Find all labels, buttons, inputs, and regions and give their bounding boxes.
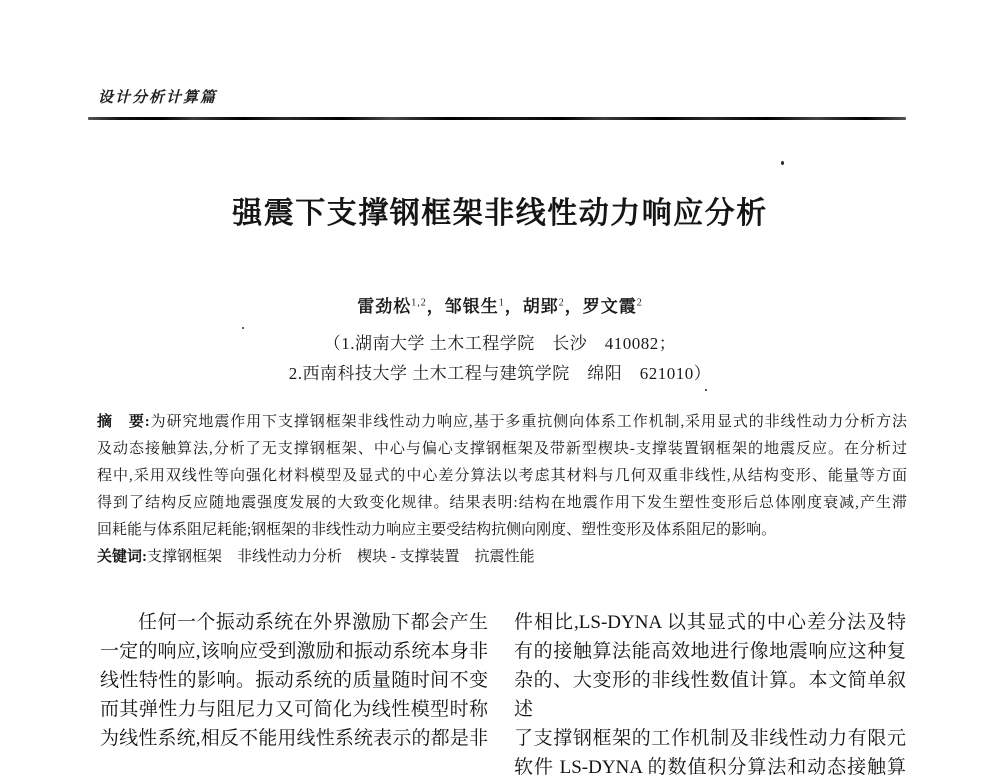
header-rule	[88, 117, 906, 120]
paper-title: 强震下支撑钢框架非线性动力响应分析	[232, 197, 768, 230]
abstract-line: 得到了结构反应随地震强度发展的大致变化规律。结果表明:结构在地震作用下发生塑性变形后总体刚度衰减,产生滞	[97, 495, 907, 511]
body-line: 有的接触算法能高效地进行像地震响应这种复	[514, 641, 906, 662]
author-superscript: 2	[636, 297, 643, 309]
body-line: 任何一个振动系统在外界激励下都会产生	[138, 612, 488, 633]
body-line: 了支撑钢框架的工作机制及非线性动力有限元	[514, 728, 906, 749]
author-name: 胡郢	[522, 297, 559, 316]
body-left-column	[100, 608, 488, 753]
body-right-column	[514, 608, 906, 782]
scan-speck	[705, 389, 707, 391]
abstract-line: 回耗能与体系阻尼耗能;钢框架的非线性动力响应主要受结构抗侧向刚度、塑性变形及体系阻尼的影响。	[97, 522, 777, 538]
body-line: 软件 LS-DYNA 的数值积分算法和动态接触算	[514, 757, 906, 778]
author-separator: ，	[504, 297, 523, 316]
body-line: 而其弹性力与阻尼力又可简化为线性模型时称	[100, 699, 488, 720]
abstract-line	[97, 409, 907, 436]
scan-speck	[781, 161, 784, 165]
author-superscript: 1,2	[411, 297, 427, 309]
author-separator: ，	[564, 297, 583, 316]
body-line: 线性特性的影响。振动系统的质量随时间不变	[100, 670, 488, 691]
body-line: 件相比,LS-DYNA 以其显式的中心差分法及特	[514, 612, 906, 633]
abstract-block	[97, 409, 907, 571]
affiliation-line-2: 2.西南科技大学 土木工程与建筑学院 绵阳 621010）	[288, 364, 712, 383]
keywords-text: 支撑钢框架 非线性动力分析 楔块 - 支撑装置 抗震性能	[147, 549, 535, 565]
author-name: 罗文霞	[582, 297, 637, 316]
author-name: 雷劲松	[357, 297, 412, 316]
keywords-label: 关键词:	[97, 549, 147, 565]
authors-line	[0, 292, 1000, 317]
body-line: 杂的、大变形的非线性数值计算。本文简单叙述	[514, 670, 906, 720]
abstract-text: 为研究地震作用下支撑钢框架非线性动力响应,基于多重抗侧向体系工作机制,采用显式的非线性动力分析方法	[149, 414, 907, 430]
author-superscript: 1	[498, 297, 505, 309]
abstract-line: 程中,采用双线性等向强化材料模型及显式的中心差分算法以考虑其材料与几何双重非线性,从结构变形、能量等方面	[97, 468, 907, 484]
section-header: 设计分析计算篇	[98, 90, 218, 106]
author-superscript: 2	[558, 297, 565, 309]
affiliation-line-1: （1.湖南大学 土木工程学院 长沙 410082；	[323, 334, 677, 353]
author-separator: ，	[426, 297, 445, 316]
keywords-line	[97, 544, 907, 571]
author-name: 邹银生	[444, 297, 499, 316]
abstract-label: 摘 要:	[97, 414, 150, 430]
body-line: 一定的响应,该响应受到激励和振动系统本身非	[100, 641, 488, 662]
body-line: 为线性系统,相反不能用线性系统表示的都是非	[100, 728, 488, 749]
abstract-line: 及动态接触算法,分析了无支撑钢框架、中心与偏心支撑钢框架及带新型楔块-支撑装置钢框架的地震反应。在分析过	[97, 441, 907, 457]
